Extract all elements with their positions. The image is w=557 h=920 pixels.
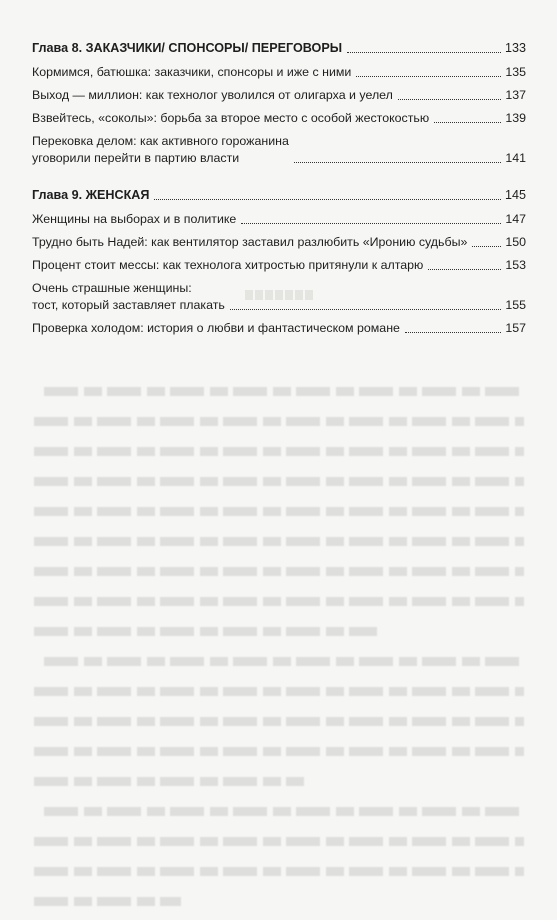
chapter-9 bbox=[32, 187, 526, 337]
toc-entry[interactable] bbox=[32, 211, 526, 228]
entry-title: Женщины на выборах и в политике bbox=[32, 212, 237, 226]
chapter-title: Глава 9. ЖЕНСКАЯ bbox=[32, 188, 150, 202]
page-number: 147 bbox=[505, 212, 526, 226]
dot-leader bbox=[230, 309, 501, 310]
page-number: 133 bbox=[504, 41, 526, 55]
chapter-title: Глава 8. ЗАКАЗЧИКИ/ СПОНСОРЫ/ ПЕРЕГОВОРЫ bbox=[32, 41, 343, 55]
page-number: 150 bbox=[505, 235, 526, 249]
toc-entry[interactable] bbox=[32, 110, 526, 127]
toc-entry[interactable] bbox=[32, 234, 526, 251]
page-number: 139 bbox=[505, 111, 526, 125]
page-number: 157 bbox=[505, 321, 526, 335]
entry-title: Процент стоит мессы: как технолога хитростью притянули к алтарю bbox=[32, 258, 424, 272]
dot-leader bbox=[405, 332, 501, 333]
entry-title: Очень страшные женщины: тост, который заставляет плакать bbox=[32, 281, 225, 312]
dot-leader bbox=[154, 199, 501, 200]
dot-leader bbox=[472, 246, 501, 247]
dot-leader bbox=[428, 269, 501, 270]
entry-title: Проверка холодом: история о любви и фантастическом романе bbox=[32, 321, 400, 335]
toc-entry[interactable] bbox=[32, 257, 526, 274]
dot-leader bbox=[356, 76, 501, 77]
dot-leader bbox=[347, 52, 501, 53]
entry-title: Взвейтесь, «соколы»: борьба за второе место с особой жестокостью bbox=[32, 111, 430, 125]
page-number: 141 bbox=[505, 151, 526, 165]
entry-title: Кормимся, батюшка: заказчики, спонсоры и иже с ними bbox=[32, 65, 352, 79]
entry-title: Выход — миллион: как технолог уволился от олигарха и уелел bbox=[32, 88, 393, 102]
chapter-heading[interactable] bbox=[32, 187, 526, 204]
toc-entry[interactable] bbox=[32, 133, 526, 167]
toc-entry[interactable] bbox=[32, 64, 526, 81]
page-number: 153 bbox=[505, 258, 526, 272]
page-number: 137 bbox=[505, 88, 526, 102]
dot-leader bbox=[294, 162, 501, 163]
page-number: 155 bbox=[505, 298, 526, 312]
dot-leader bbox=[398, 99, 501, 100]
entry-title: Трудно быть Надей: как вентилятор заставил разлюбить «Иронию судьбы» bbox=[32, 235, 468, 249]
page-number: 145 bbox=[504, 188, 526, 202]
bleed-through-heading bbox=[245, 290, 315, 300]
dot-leader bbox=[241, 223, 501, 224]
page-number: 135 bbox=[505, 65, 526, 79]
toc-entry[interactable] bbox=[32, 320, 526, 337]
chapter-8 bbox=[32, 40, 526, 167]
chapter-heading[interactable] bbox=[32, 40, 526, 57]
dot-leader bbox=[434, 122, 501, 123]
bleed-through-texture bbox=[34, 380, 524, 920]
toc-entry[interactable] bbox=[32, 87, 526, 104]
entry-title: Перековка делом: как активного горожанина уговорили перейти в партию власти bbox=[32, 134, 289, 165]
